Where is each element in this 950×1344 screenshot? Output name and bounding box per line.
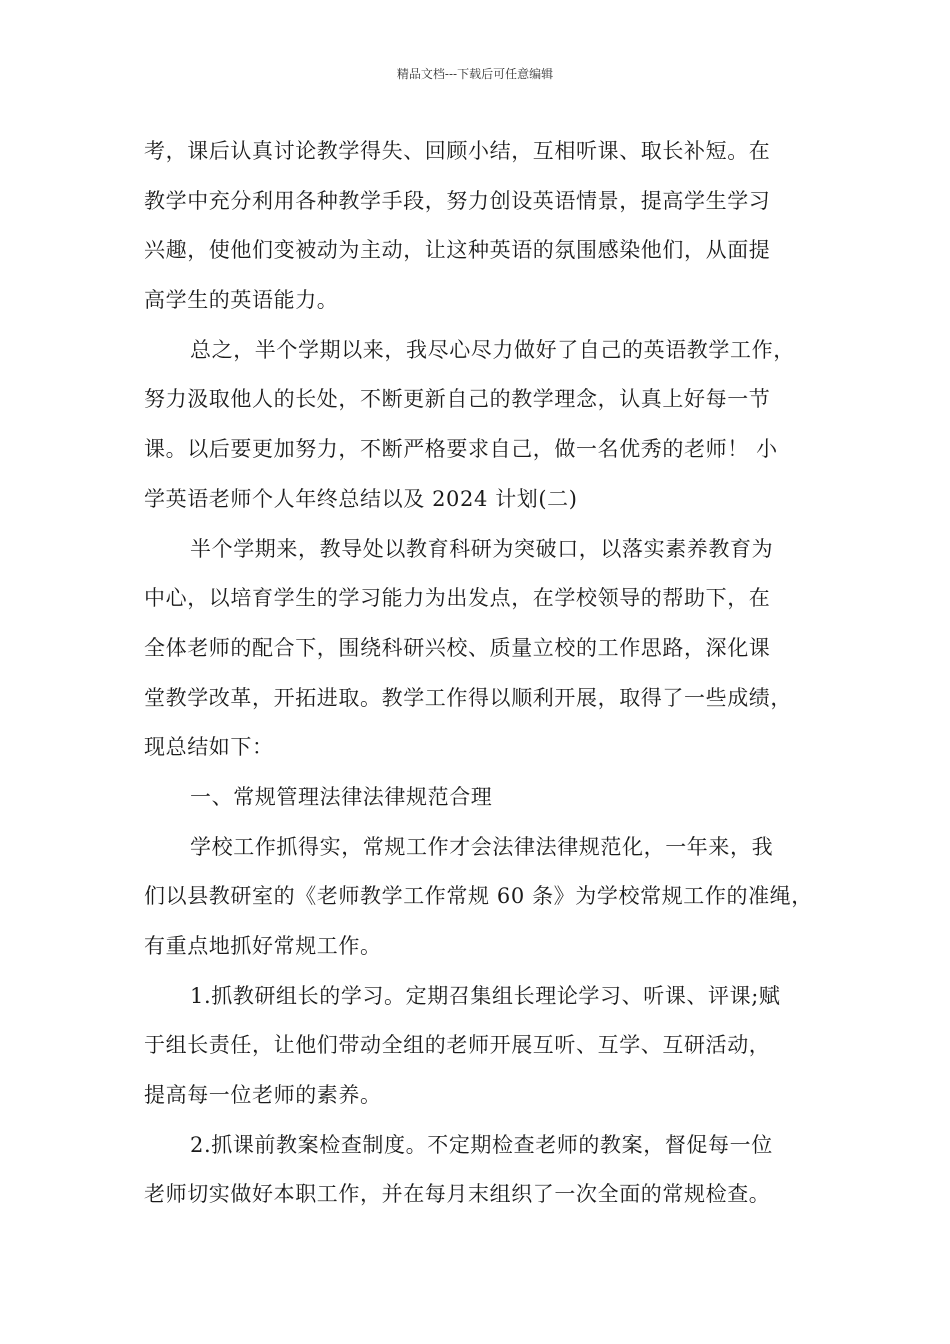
section-heading bbox=[144, 773, 810, 823]
paragraph-continuation bbox=[144, 127, 810, 326]
text-line: 努力汲取他人的长处，不断更新自己的教学理念，认真上好每一节 bbox=[144, 387, 771, 412]
text-line: 半个学期来，教导处以教育科研为突破口，以落实素养教育为 bbox=[190, 536, 774, 561]
text-line: 考，课后认真讨论教学得失、回顾小结，互相听课、取长补短。在 bbox=[144, 139, 771, 163]
paragraph-summary bbox=[144, 326, 810, 525]
text-line: 现总结如下： bbox=[144, 735, 274, 760]
text-line: 学校工作抓得实，常规工作才会法律法律规范化，一年来，我 bbox=[190, 834, 774, 859]
text-line: 1.抓教研组长的学习。定期召集组长理论学习、听课、评课;赋 bbox=[190, 983, 781, 1008]
list-item-1 bbox=[144, 972, 810, 1121]
text-line: 堂教学改革，开拓进取。教学工作得以顺利开展，取得了一些成绩， bbox=[144, 685, 792, 710]
text-line: 于组长责任，让他们带动全组的老师开展互听、互学、互研活动， bbox=[144, 1033, 771, 1058]
text-line: 全体老师的配合下，围绕科研兴校、质量立校的工作思路，深化课 bbox=[144, 635, 771, 660]
text-line: 老师切实做好本职工作，并在每月末组织了一次全面的常规检查。 bbox=[144, 1182, 771, 1207]
text-line: 提高每一位老师的素养。 bbox=[144, 1083, 382, 1108]
paragraph-routine bbox=[144, 823, 813, 972]
text-line: 教学中充分利用各种教学手段，努力创设英语情景，提高学生学习 bbox=[144, 188, 771, 213]
text-line: 课。以后要更加努力，不断严格要求自己，做一名优秀的老师！ 小 bbox=[144, 437, 778, 462]
text-line: 兴趣，使他们变被动为主动，让这种英语的氛围感染他们，从面提 bbox=[144, 238, 771, 263]
text-line: 学英语老师个人年终总结以及 2024 计划(二) bbox=[144, 486, 578, 511]
text-line: 总之，半个学期以来，我尽心尽力做好了自己的英语教学工作， bbox=[190, 337, 795, 362]
page-header: 精品文档---下载后可任意编辑 bbox=[396, 67, 554, 81]
paragraph-intro bbox=[144, 525, 810, 773]
list-item-2 bbox=[144, 1121, 810, 1220]
text-line: 2.抓课前教案检查制度。不定期检查老师的教案，督促每一位 bbox=[190, 1132, 773, 1157]
text-line: 一、常规管理法律法律规范合理 bbox=[190, 784, 493, 809]
text-line: 有重点地抓好常规工作。 bbox=[144, 934, 382, 958]
text-line: 高学生的英语能力。 bbox=[144, 288, 339, 313]
document-body bbox=[144, 127, 813, 1220]
text-line: 们以县教研室的《老师教学工作常规 60 条》为学校常规工作的准绳， bbox=[144, 884, 813, 909]
text-line: 中心，以培育学生的学习能力为出发点，在学校领导的帮助下，在 bbox=[144, 586, 771, 611]
